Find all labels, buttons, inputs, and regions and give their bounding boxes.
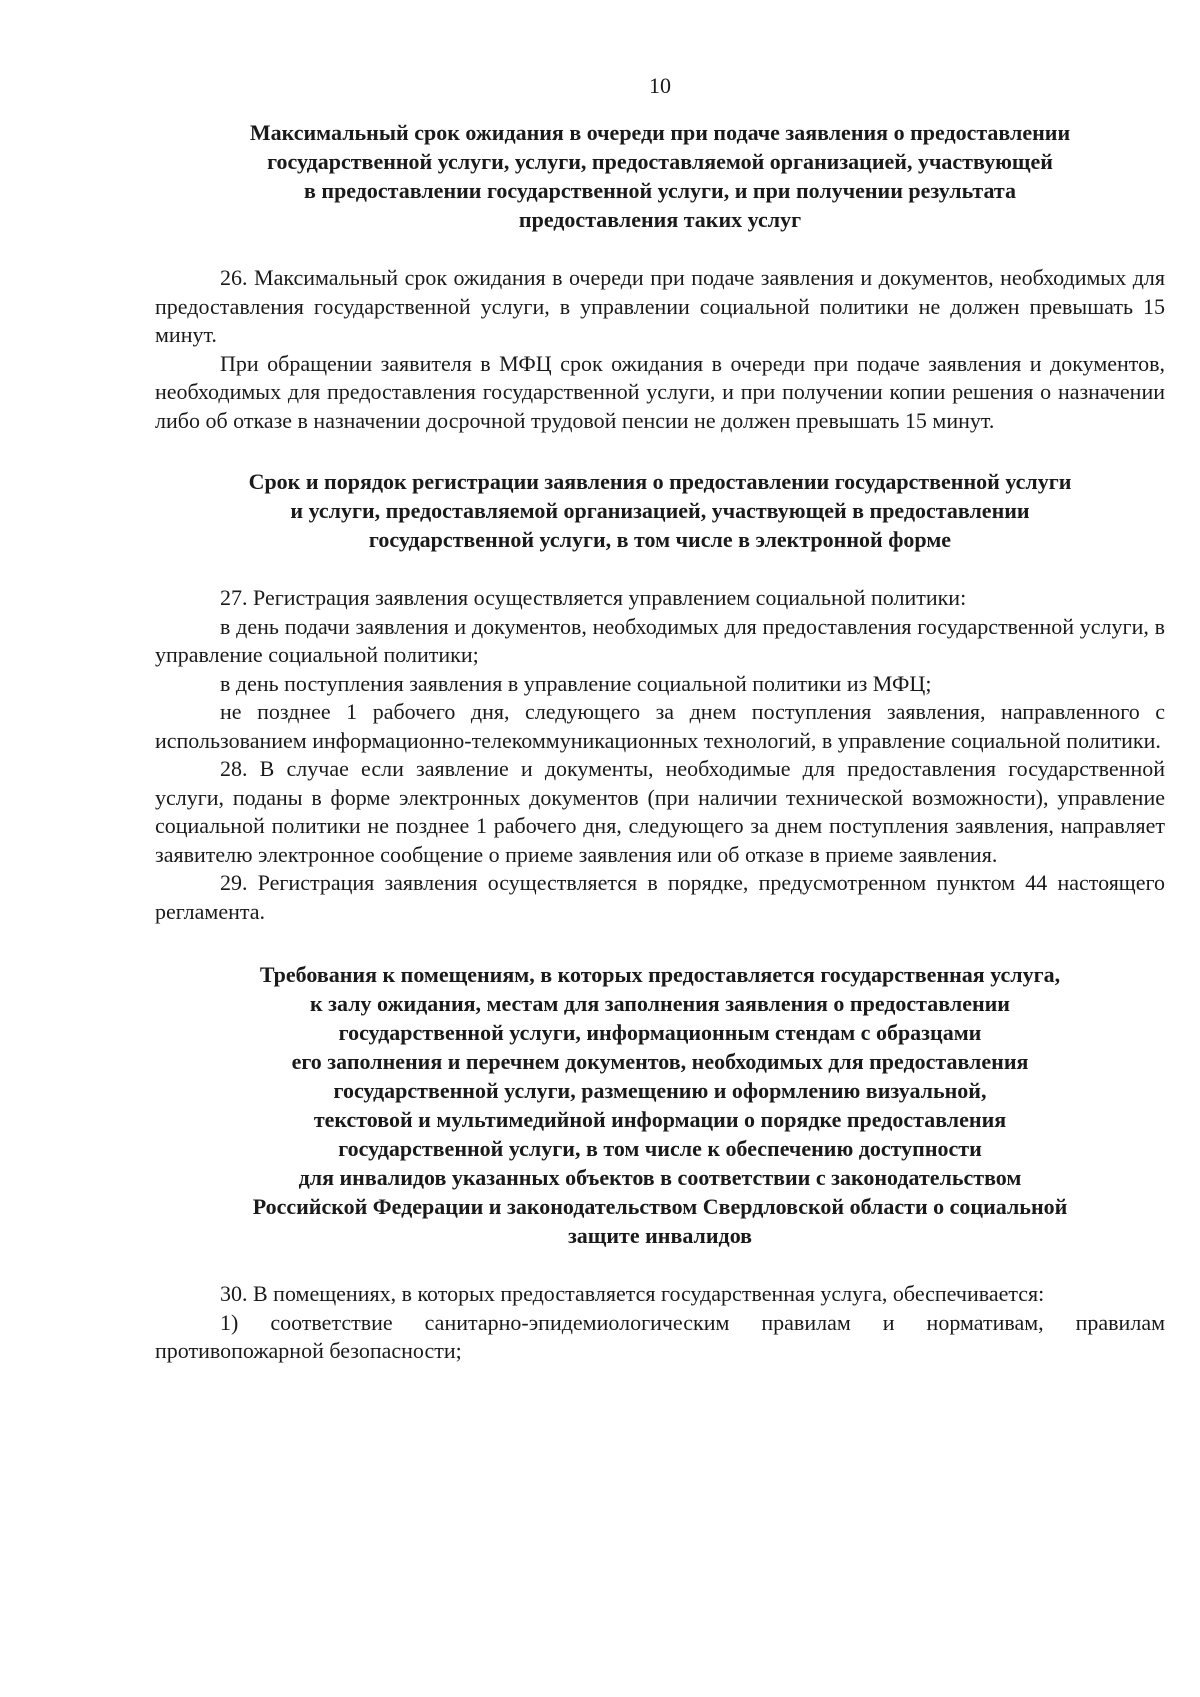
paragraph-28: 28. В случае если заявление и документы, необходимые для предоставления государственной услуги, поданы в форме электронных документов (при наличии технической возможности), управление социальной политики не позднее 1 рабочего дня, следующего за днем поступления заявления, направляет заявителю электронное сообщение о приеме заявления или об отказе в приеме заявления. — [155, 756, 1165, 867]
heading-line: к залу ожидания, местам для заполнения заявления о предоставлении — [310, 991, 1010, 1016]
heading-line: предоставления таких услуг — [518, 207, 802, 232]
heading-line: для инвалидов указанных объектов в соответствии с законодательством — [298, 1165, 1022, 1190]
heading-line: защите инвалидов — [567, 1223, 753, 1248]
page-content — [155, 72, 1165, 1366]
heading-line: его заполнения и перечнем документов, необходимых для предоставления — [291, 1049, 1029, 1074]
section-heading — [155, 960, 1165, 1250]
heading-line: в предоставлении государственной услуги, и при получении результата — [304, 178, 1016, 203]
paragraph-26: 26. Максимальный срок ожидания в очереди при подаче заявления и документов, необходимых для предоставления государственной услуги, в управлении социальной политики не должен превышать 15 минут. — [155, 265, 1165, 347]
paragraph-27-item-3: не позднее 1 рабочего дня, следующего за днем поступления заявления, направленного с использованием информационно-телекоммуникационных технологий, в управление социальной политики. — [155, 699, 1165, 753]
paragraph-27-item-2: в день поступления заявления в управление социальной политики из МФЦ; — [220, 670, 932, 696]
paragraph-mfc-wait: При обращении заявителя в МФЦ срок ожидания в очереди при подаче заявления и документов, необходимых для предоставления государственной услуги, и при получении копии решения о назначении либо об отказе в назначении досрочной трудовой пенсии не должен превышать 15 минут. — [155, 350, 1165, 433]
heading-line: Срок и порядок регистрации заявления о предоставлении государственной услуги — [248, 469, 1072, 494]
heading-line: Максимальный срок ожидания в очереди при подаче заявления о предоставлении — [249, 120, 1071, 145]
heading-line: государственной услуги, размещению и оформлению визуальной, — [333, 1078, 987, 1103]
heading-line: Требования к помещениям, в которых предоставляется государственная услуга, — [259, 962, 1061, 987]
section-premises-requirements — [155, 960, 1165, 1366]
heading-line: государственной услуги, в том числе к обеспечению доступности — [338, 1136, 982, 1161]
paragraph-29: 29. Регистрация заявления осуществляется в порядке, предусмотренном пунктом 44 настоящего регламента. — [155, 870, 1165, 924]
paragraph-30: 30. В помещениях, в которых предоставляется государственная услуга, обеспечивается: — [220, 1281, 1045, 1306]
heading-line: государственной услуги, информационным стендам с образцами — [338, 1020, 982, 1045]
section-queue-wait-time — [155, 118, 1165, 435]
section-body — [155, 264, 1165, 435]
heading-line: текстовой и мультимедийной информации о порядке предоставления — [313, 1107, 1007, 1132]
section-heading — [155, 118, 1165, 234]
paragraph-27-item-1: в день подачи заявления и документов, необходимых для предоставления государственной услуги, в управление социальной политики; — [155, 613, 1165, 667]
page-number: 10 — [649, 73, 671, 98]
heading-line: Российской Федерации и законодательством Свердловской области о социальной — [252, 1194, 1068, 1219]
heading-line: и услуги, предоставляемой организацией, участвующей в предоставлении — [290, 498, 1030, 523]
section-body — [155, 584, 1165, 926]
heading-line: государственной услуги, услуги, предоставляемой организацией, участвующей — [267, 149, 1053, 174]
section-body — [155, 1280, 1165, 1366]
section-registration — [155, 467, 1165, 926]
section-heading — [155, 467, 1165, 554]
heading-line: государственной услуги, в том числе в электронной форме — [368, 527, 952, 552]
paragraph-30-item-1: 1) соответствие санитарно-эпидемиологическим правилам и нормативам, правилам противопожарной безопасности; — [155, 1309, 1165, 1363]
paragraph-27: 27. Регистрация заявления осуществляется управлением социальной политики: — [220, 585, 967, 610]
